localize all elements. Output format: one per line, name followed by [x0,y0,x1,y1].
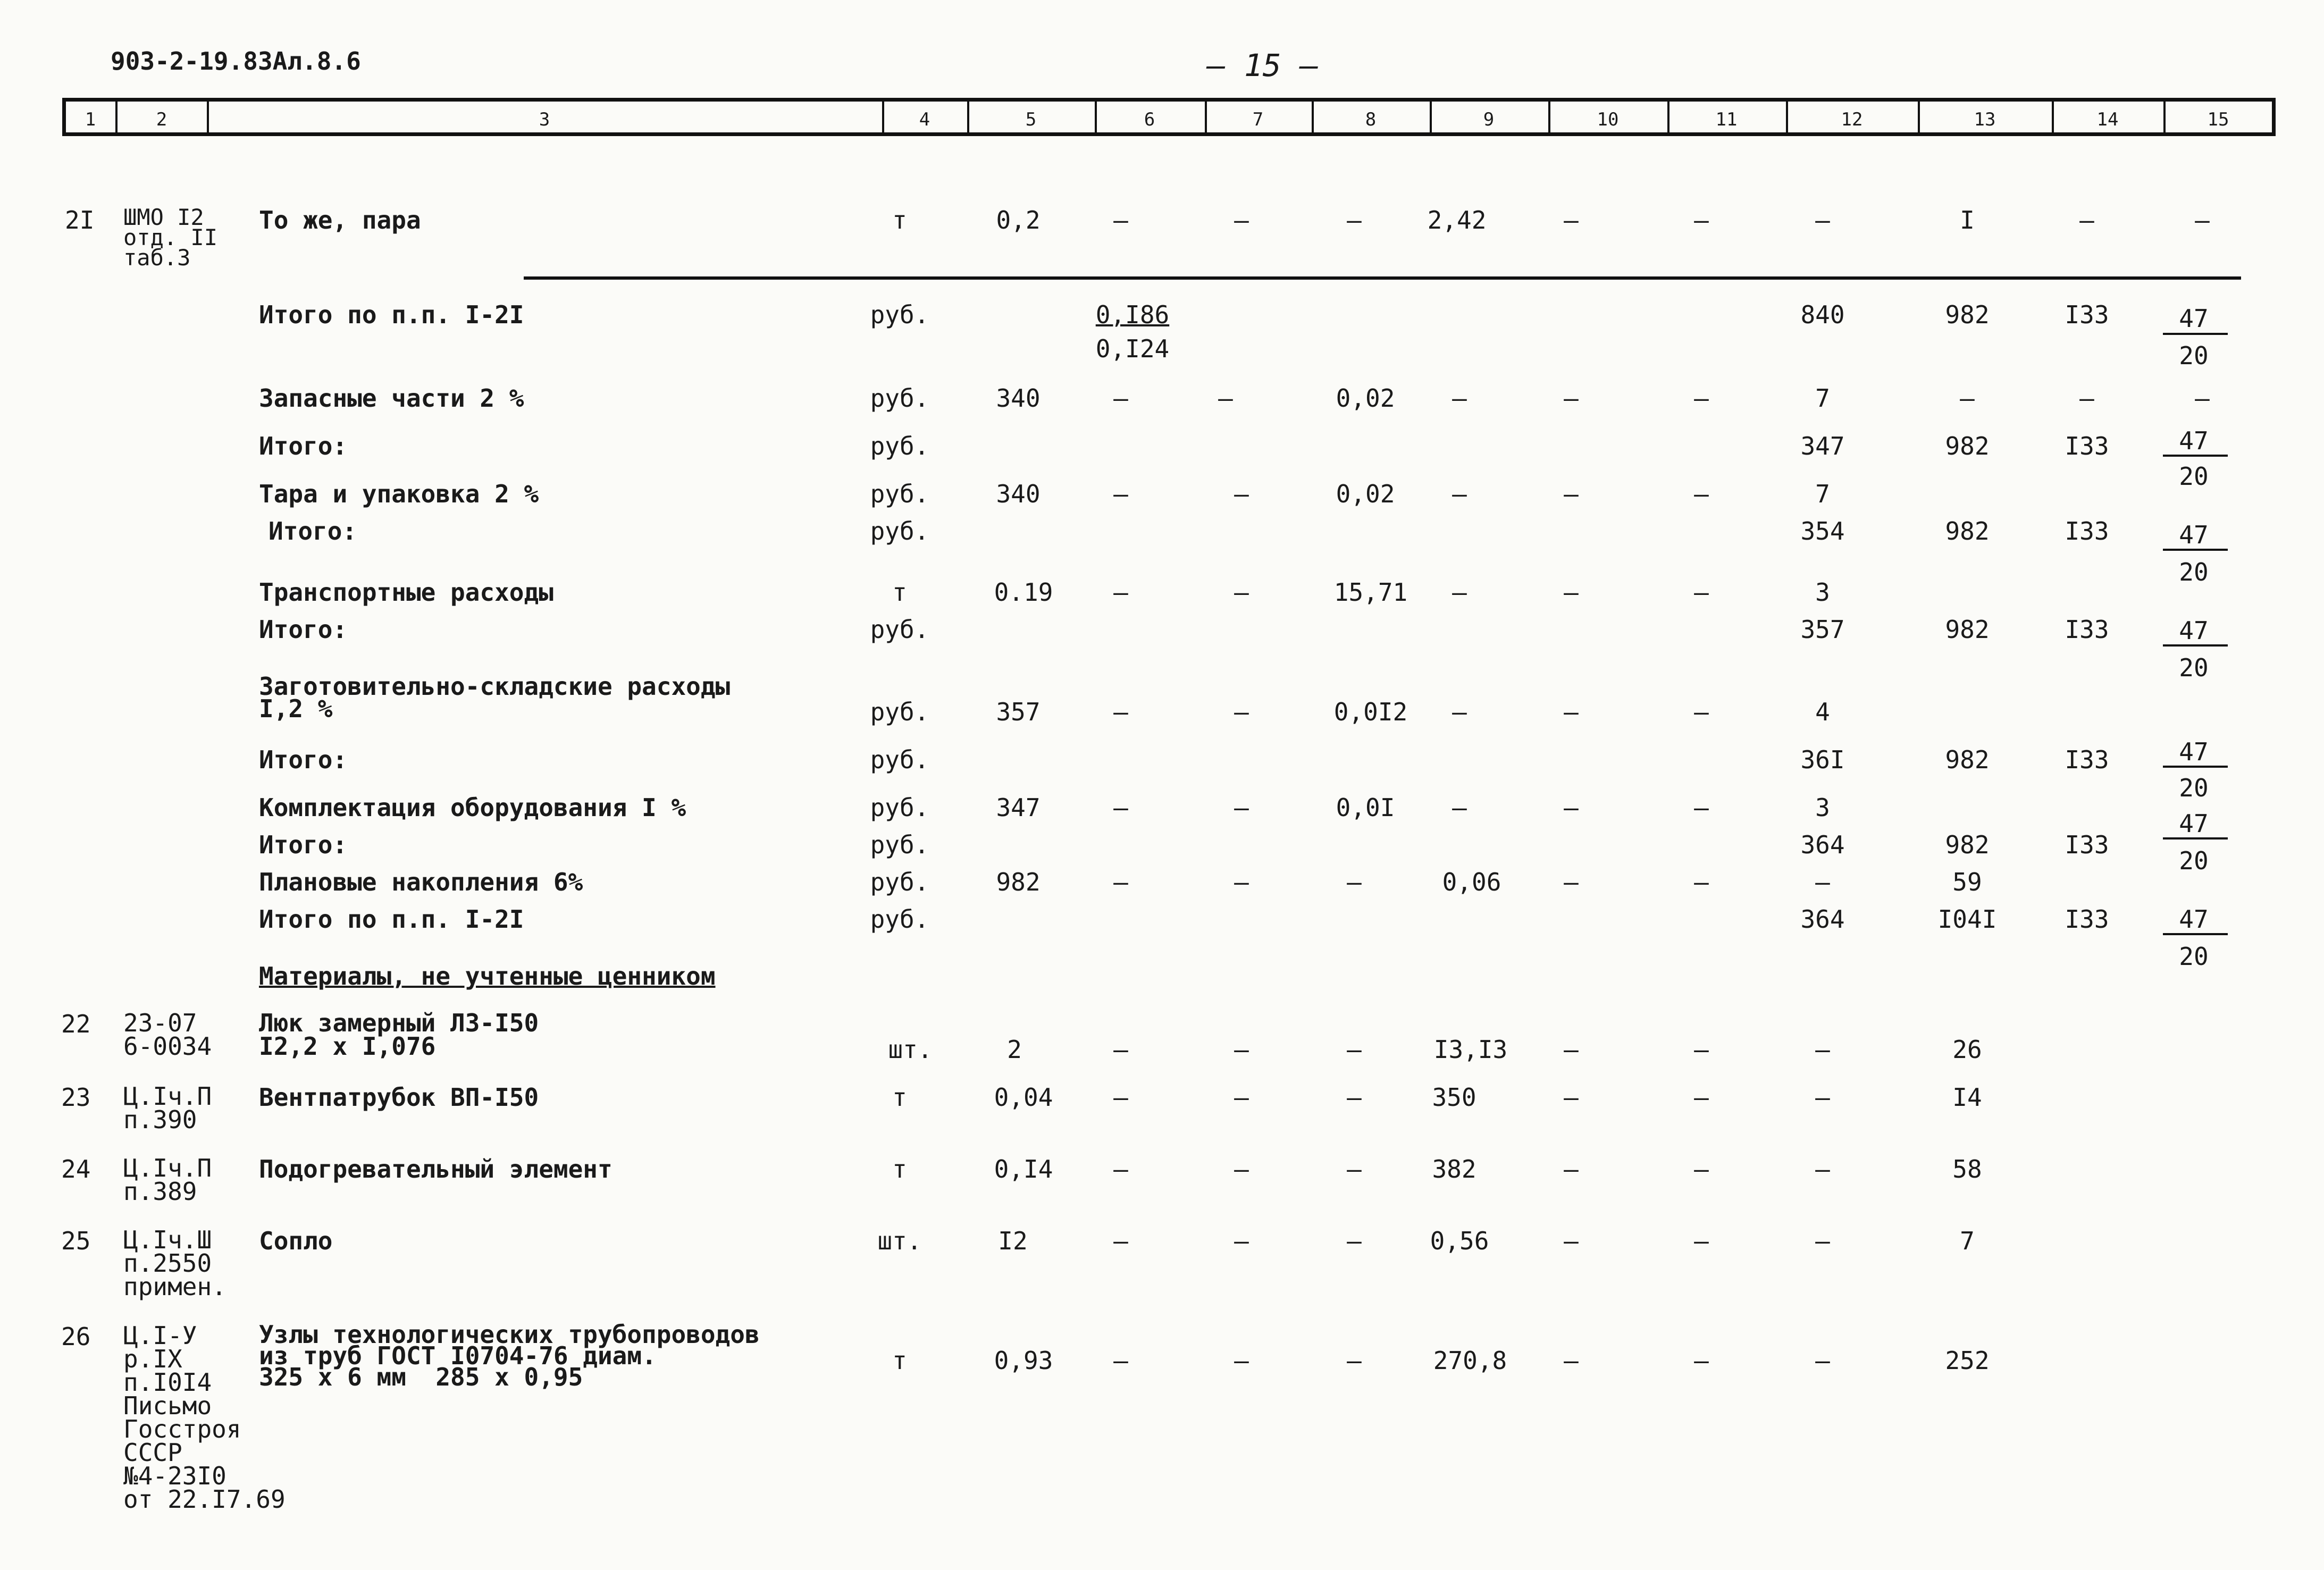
value-c12: 347 [1800,432,1845,460]
quantity: 0.19 [994,578,1053,607]
fraction-top: 47 [2179,737,2209,766]
quantity: 340 [996,480,1041,508]
value-c10: – [1564,480,1579,508]
column-number: 14 [2096,109,2119,130]
value-c9: I3,I3 [1433,1035,1508,1064]
column-number: 12 [1841,109,1863,130]
value-c8: – [1347,868,1362,896]
value-c10: – [1564,1346,1579,1375]
unit: шт. [877,1227,922,1255]
fraction-line [2163,333,2228,335]
value-c9: – [1452,480,1467,508]
value-c7: – [1234,1227,1249,1255]
column-number: 2 [156,109,167,130]
column-number: 4 [919,109,930,130]
price-reference: Ц.Iч.П п.390 [123,1082,212,1134]
unit: руб. [870,868,929,896]
column-number: 11 [1715,109,1738,130]
value-c12: 36I [1800,745,1845,774]
value-c11: – [1694,480,1709,508]
fraction-top: 47 [2179,905,2209,934]
value-c6: – [1113,1155,1128,1183]
page-number: — 15 — [1207,47,1319,83]
value-c15: – [2195,206,2210,234]
value-c14: I33 [2065,905,2109,934]
row-number: 23 [61,1083,91,1112]
summary-label: Итого по п.п. I-2I [259,905,524,934]
fraction-line [2163,549,2228,551]
column-divider [1786,102,1788,132]
value-c12: – [1815,206,1830,234]
value-c7: – [1234,1346,1249,1375]
value-c12: 840 [1800,300,1845,329]
value-c8: – [1347,1035,1362,1064]
value-c14: I33 [2065,300,2109,329]
value-c8: 0,0I2 [1333,698,1408,726]
value-c11: – [1694,1035,1709,1064]
value-c6: – [1113,868,1128,896]
value-c8: – [1347,1227,1362,1255]
value-c10: – [1564,793,1579,822]
value-c9: – [1452,578,1467,607]
value-c10: – [1564,1227,1579,1255]
summary-label: Итого: [269,517,357,545]
value-c14: I33 [2065,615,2109,644]
summary-label: Итого: [259,745,348,774]
value-c11: – [1694,1227,1709,1255]
value-c11: – [1694,578,1709,607]
value-c6: – [1113,1035,1128,1064]
fraction-bottom: 20 [2179,846,2209,875]
fraction-bottom: 20 [2179,942,2209,971]
fraction-bottom: 20 [2179,774,2209,802]
value-c7: – [1234,480,1249,508]
unit: руб. [870,793,929,822]
value-c13: – [1960,384,1975,413]
value-c8: 0,0I [1336,793,1395,822]
value-c12: – [1815,1035,1830,1064]
summary-label: Итого: [259,615,348,644]
item-name: То же, пара [259,206,421,234]
unit: руб. [870,384,929,413]
column-divider [1667,102,1669,132]
price-reference: Ц.Iч.Ш п.2550 примен. [123,1225,226,1301]
quantity: I2 [998,1227,1028,1255]
unit: руб. [870,698,929,726]
unit: руб. [870,905,929,934]
unit: т [892,1346,907,1375]
column-number: 6 [1144,109,1155,130]
value-c12: 354 [1800,517,1845,545]
value-c6: – [1113,1346,1128,1375]
value-c12: 4 [1815,698,1830,726]
value-c9: 2,42 [1427,206,1487,234]
column-number: 1 [85,109,96,130]
fraction-top: 47 [2179,426,2209,455]
quantity: 0,04 [994,1083,1053,1112]
value-c6: – [1113,578,1128,607]
fraction-top: 47 [2179,304,2209,333]
unit: руб. [870,830,929,859]
column-divider [207,102,209,132]
value-c13: 26 [1952,1035,1982,1064]
unit: т [892,206,907,234]
value-c12: 3 [1815,793,1830,822]
value-c9: 270,8 [1433,1346,1507,1375]
value-c14: – [2079,206,2094,234]
value-c14: I33 [2065,517,2109,545]
column-header-strip [62,98,2276,136]
value-c12: 364 [1800,830,1845,859]
fraction-bottom: 20 [2179,462,2209,491]
value-c13: 982 [1945,745,1990,774]
value-c13: 982 [1945,517,1990,545]
column-divider [1095,102,1097,132]
value-c13: 982 [1945,830,1990,859]
value-c10: – [1564,206,1579,234]
value-c14: I33 [2065,830,2109,859]
item-name: Сопло [259,1227,333,1255]
value-c10: – [1564,1035,1579,1064]
value-c7: – [1234,698,1249,726]
value-c8: – [1347,1155,1362,1183]
column-divider [1430,102,1432,132]
row-number: 24 [61,1155,91,1183]
row-number: 25 [61,1227,91,1255]
value-c9: – [1452,793,1467,822]
value-c9: – [1452,698,1467,726]
value-c9: 350 [1432,1083,1476,1112]
value-c13: 982 [1945,300,1990,329]
value-c6: – [1113,1227,1128,1255]
value-c10: – [1564,698,1579,726]
column-number: 13 [1974,109,1996,130]
value-c11: – [1694,793,1709,822]
document-code: 903-2-19.83Ал.8.6 [111,47,361,75]
column-number: 15 [2207,109,2229,130]
value-c7: – [1234,578,1249,607]
summary-label: Заготовительно-складские расходы I,2 % [259,672,731,723]
value-c13: I04I [1937,905,1997,934]
quantity: 2 [1007,1035,1022,1064]
unit: т [892,1155,907,1183]
section-heading: Материалы, не учтенные ценником [259,962,716,990]
price-reference: Ц.I-У р.IX п.I0I4 Письмо Госстроя СССР №4-23I0 от 22.I7.69 [123,1321,286,1514]
value-c12: – [1815,1083,1830,1112]
value-c8: – [1347,206,1362,234]
value-c13: 982 [1945,615,1990,644]
column-divider [1312,102,1314,132]
value-c11: – [1694,698,1709,726]
summary-label: Итого: [259,432,348,460]
item-name: Подогревательный элемент [259,1155,613,1183]
column-divider [967,102,969,132]
value-c6: – [1113,698,1128,726]
summary-label: Плановые накопления 6% [259,868,583,896]
price-reference: 23-07 6-0034 [123,1009,212,1061]
quantity: 340 [996,384,1041,413]
fraction-bottom: 20 [2179,558,2209,586]
value-c7: – [1234,868,1249,896]
value-c13: 252 [1945,1346,1990,1375]
value-c6: – [1113,480,1128,508]
summary-label: Транспортные расходы [259,578,553,607]
column-number: 9 [1483,109,1495,130]
value-c8: 0,02 [1336,480,1395,508]
value-c9: – [1452,384,1467,413]
value-c11: – [1694,206,1709,234]
value-c7: – [1218,384,1233,413]
value-c12: – [1815,1155,1830,1183]
value-c6: – [1113,384,1128,413]
value-c6: – [1113,1083,1128,1112]
value-c11: – [1694,1346,1709,1375]
value-c12: – [1815,868,1830,896]
value-c13: 7 [1960,1227,1975,1255]
value-c12: 3 [1815,578,1830,607]
column-number: 8 [1365,109,1377,130]
value-c12: – [1815,1346,1830,1375]
quantity: 0,93 [994,1346,1053,1375]
unit: т [892,578,907,607]
quantity: 357 [996,698,1041,726]
value-c10: – [1564,384,1579,413]
value-c11: – [1694,1155,1709,1183]
value-c7: – [1234,206,1249,234]
value-c6: – [1113,793,1128,822]
fraction-line [2163,933,2228,935]
value-c7: – [1234,793,1249,822]
price-reference: Ц.Iч.П п.389 [123,1154,212,1206]
quantity: 0,2 [996,206,1041,234]
fraction-top: 47 [2179,520,2209,549]
value-c9: 0,56 [1430,1227,1489,1255]
fraction-line [2163,644,2228,647]
item-name: Узлы технологических трубопроводов из труб ГОСТ I0704-76 диам. 325 х 6 мм 285 х 0,95 [259,1320,760,1391]
column-divider [1205,102,1207,132]
value-c14: I33 [2065,745,2109,774]
value-c14: I33 [2065,432,2109,460]
item-name: Вентпатрубок ВП-I50 [259,1083,539,1112]
fraction-top: 47 [2179,616,2209,645]
row-number: 22 [61,1010,91,1038]
value-c12: 364 [1800,905,1845,934]
value-c7: – [1234,1035,1249,1064]
value-c13: I [1960,206,1975,234]
summary-label: Комплектация оборудования I % [259,793,686,822]
value-c13: 982 [1945,432,1990,460]
unit: руб. [870,615,929,644]
column-divider [1918,102,1920,132]
value-c8: – [1347,1346,1362,1375]
column-divider [2052,102,2054,132]
fraction-top: 47 [2179,809,2209,838]
value-c7: – [1234,1155,1249,1183]
value-c8: 0,02 [1336,384,1395,413]
summary-label: Запасные части 2 % [259,384,524,413]
item-name: Люк замерный ЛЗ-I50 I2,2 х I,076 [259,1009,539,1061]
unit: т [892,1083,907,1112]
column-divider [2163,102,2166,132]
value-c13: I4 [1952,1083,1982,1112]
unit: руб. [870,432,929,460]
summary-label: Тара и упаковка 2 % [259,480,539,508]
price-reference: ШМО I2 отд. II таб.3 [123,204,218,271]
fraction-bottom: 20 [2179,653,2209,682]
column-number: 5 [1025,109,1037,130]
row-number: 2I [65,206,95,234]
value-c8: – [1347,1083,1362,1112]
value-c9: 382 [1432,1155,1476,1183]
fraction-line [2163,455,2228,457]
value-c12: 7 [1815,480,1830,508]
value-c9: 0,06 [1442,868,1501,896]
value-c11: – [1694,1083,1709,1112]
fraction-top: 0,I86 [1095,300,1170,329]
value-c14: – [2079,384,2094,413]
value-c6: – [1113,206,1128,234]
unit: шт. [888,1035,933,1064]
value-c10: – [1564,868,1579,896]
column-number: 10 [1597,109,1619,130]
value-c10: – [1564,1155,1579,1183]
column-number: 3 [539,109,550,130]
column-number: 7 [1252,109,1264,130]
unit: руб. [870,300,929,329]
value-c15: – [2195,384,2210,413]
summary-label: Итого: [259,830,348,859]
value-c11: – [1694,384,1709,413]
value-c8: 15,71 [1333,578,1408,607]
value-c10: – [1564,578,1579,607]
fraction-bottom: 20 [2179,341,2209,370]
value-c13: 59 [1952,868,1982,896]
quantity: 347 [996,793,1041,822]
column-divider [1548,102,1550,132]
unit: руб. [870,480,929,508]
unit: руб. [870,517,929,545]
row-number: 26 [61,1322,91,1351]
fraction-line [2163,837,2228,839]
quantity: 0,I4 [994,1155,1053,1183]
summary-label: Итого по п.п. I-2I [259,300,524,329]
value-c7: – [1234,1083,1249,1112]
value-c13: 58 [1952,1155,1982,1183]
unit: руб. [870,745,929,774]
value-c11: – [1694,868,1709,896]
value-c10: – [1564,1083,1579,1112]
value-c12: 7 [1815,384,1830,413]
quantity: 982 [996,868,1041,896]
value-c12: – [1815,1227,1830,1255]
value-c12: 357 [1800,615,1845,644]
column-divider [882,102,884,132]
separator-rule [524,276,2241,280]
fraction-line [2163,766,2228,768]
fraction-bottom: 0,I24 [1095,334,1170,363]
